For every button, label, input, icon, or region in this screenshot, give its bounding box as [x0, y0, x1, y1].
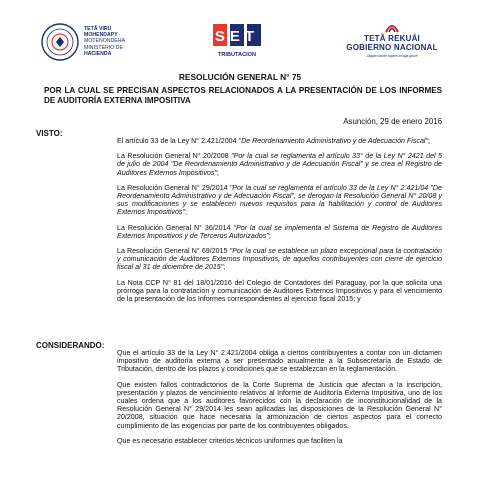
visto-paragraph: La Nota CCP N° 81 del 18/01/2016 del Colegio de Contadores del Paraguay, por la que solicita una prórroga para la contratación y comunicación de Auditores Externos Impositivos y para el vencimiento de la presentación de los Informes correspondientes al ejercicio fiscal 2015; y: [117, 278, 442, 304]
ministry-seal-icon: [40, 22, 80, 62]
set-logo-mark: [208, 22, 266, 52]
document-header: [0, 0, 480, 72]
considerando-paragraph: Que existen fallos contradictorios de la Corte Suprema de Justicia que afectan a la inscripción, presentación y plazos de vencimiento relativos al Informe de Auditoría Externa Impositiva, uno de los cuales ordena que a los auditores favorecidos con la declaración de inconstitucionalidad de la Resolución General N° 29/2014 les sean aplicadas las disposiciones de la Resolución General N° 20/2008, situación que hace necesaria la armonización de ciertos aspectos para el correcto cumplimiento de las exigencias por parte de los contribuyentes obligados.: [117, 380, 442, 430]
visto-label: VISTO:: [36, 129, 63, 138]
svg-text:SET: SET: [214, 28, 260, 45]
visto-paragraph: La Resolución General N° 29/2014 "Por la cual se reglamenta el artículo 33 de la Ley N° 2.421/04 "De Reordenamiento Administrativo y de Adecuación Fiscal", se derogan la Resolución General N° 20/08 y sus modificaciones y se establecen nuevos requisitos para la habilitación y control de Auditores Externos Impositivos";: [117, 183, 442, 217]
government-emblem-icon: [344, 20, 440, 34]
government-logo: [344, 20, 440, 68]
considerando-paragraphs: [117, 349, 442, 452]
resolution-date: Asunción, 29 de enero 2016: [343, 117, 442, 126]
visto-paragraph: La Resolución General N° 69/2015 "Por la cual se establece un plazo excepcional para la contratación y comunicación de Auditores Externos Impositivos, de aquellos contribuyentes con cierre de ejercicio fiscal al 31 de diciembre de 2015";: [117, 247, 442, 272]
gov-logo-tagline: Jajapo nande rapére ko'ága guive: [366, 54, 418, 58]
ministry-logo-text: TETÃ VIRU MOHENDAPY MOTENONDEHA MINISTERIO DE HACIENDA: [84, 26, 125, 57]
gov-logo-line1: TETÃ REKUÁI: [364, 34, 420, 43]
resolution-subject: POR LA CUAL SE PRECISAN ASPECTOS RELACIONADOS A LA PRESENTACIÓN DE LOS INFORMES DE AUDITORÍA EXTERNA IMPOSITIVA: [44, 86, 442, 105]
resolution-title: RESOLUCIÓN GENERAL N° 75: [178, 72, 302, 82]
visto-paragraphs: [117, 137, 442, 310]
set-caption: TRIBUTACION: [217, 52, 257, 58]
visto-paragraph: La Resolución General N° 36/2014 "Por la cual se implementa el Sistema de Registro de Auditores Externos Impositivos y de Terceros Autorizados";: [117, 223, 442, 240]
visto-paragraph: El artículo 33 de la Ley N° 2.421/2004 "De Reordenamiento Administrativo y de Adecuación Fiscal";: [117, 137, 430, 145]
considerando-paragraph: Que el artículo 33 de la Ley N° 2.421/2004 obliga a ciertos contribuyentes a contar con un dictamen impositivo de auditoría externa a ser presentado anualmente a la Subsecretaría de Estado de Tributación, dentro de los plazos y condiciones que se establezcan en la reglamentación.: [117, 349, 442, 374]
set-logo: [208, 22, 266, 66]
considerando-label: CONSIDERANDO:: [36, 341, 105, 350]
considerando-paragraph: Que es necesario establecer criterios técnicos uniformes que faciliten la: [117, 436, 343, 445]
visto-paragraph: La Resolución General N° 20/2008 "Por la cual se reglamenta el artículo 33° de la Ley N° 2421 del 5 de julio de 2004 "De Reordenamiento Administrativo y de Adecuación Fiscal" y se crea el Registro de Auditores Externos Impositivos";: [117, 152, 442, 177]
gov-logo-line2: GOBIERNO NACIONAL: [346, 43, 438, 52]
